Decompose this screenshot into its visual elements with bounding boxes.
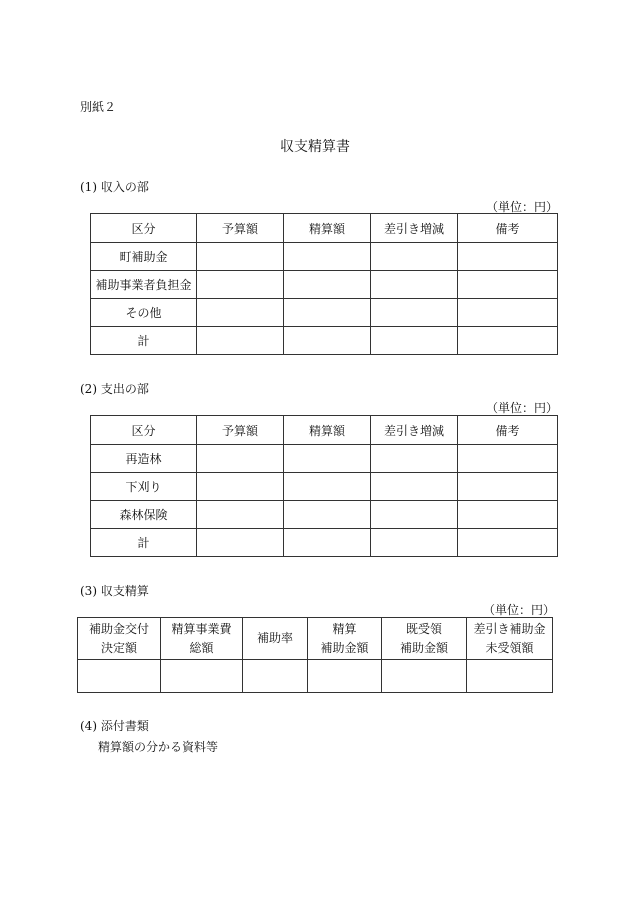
document-title: 収支精算書 (280, 139, 350, 155)
header-cell (78, 618, 161, 660)
empty-cell (467, 660, 553, 693)
header-cell: 差引き増減 (371, 416, 458, 445)
empty-cell (458, 445, 558, 473)
table-row (91, 473, 558, 501)
table-header-row (91, 416, 558, 445)
header-line: 精算 (332, 621, 357, 636)
income-table (90, 213, 558, 355)
empty-cell (458, 529, 558, 557)
header-line: 総額 (189, 640, 214, 655)
settlement-table (77, 617, 553, 693)
header-cell (382, 618, 467, 660)
expense-table (90, 415, 558, 557)
expense-unit-label: （単位：円） (486, 401, 559, 415)
header-line: 決定額 (100, 640, 137, 655)
empty-cell (161, 660, 243, 693)
header-cell: 精算額 (284, 214, 371, 243)
empty-cell (371, 327, 458, 355)
table-row (91, 501, 558, 529)
header-line: 補助率 (256, 631, 293, 645)
settlement-unit-label: （単位：円） (483, 603, 556, 617)
header-cell: 予算額 (197, 214, 284, 243)
table-row (91, 243, 558, 271)
header-line: 既受領 (405, 621, 442, 636)
empty-cell (243, 660, 308, 693)
settlement-heading: (3) 収支精算 (80, 584, 149, 598)
row-label: その他 (91, 299, 197, 327)
header-cell (467, 618, 553, 660)
row-label: 再造林 (91, 445, 197, 473)
table-header-row (91, 214, 558, 243)
empty-cell (371, 529, 458, 557)
empty-cell (197, 501, 284, 529)
header-cell: 精算額 (284, 416, 371, 445)
empty-cell (458, 501, 558, 529)
row-label: 計 (91, 327, 197, 355)
empty-cell (197, 243, 284, 271)
empty-cell (371, 271, 458, 299)
empty-cell (78, 660, 161, 693)
table-row (91, 271, 558, 299)
table-row (78, 660, 553, 693)
empty-cell (458, 327, 558, 355)
empty-cell (284, 445, 371, 473)
header-cell (308, 618, 382, 660)
empty-cell (197, 271, 284, 299)
empty-cell (371, 473, 458, 501)
header-cell: 予算額 (197, 416, 284, 445)
header-cell: 区分 (91, 416, 197, 445)
empty-cell (284, 243, 371, 271)
header-cell: 備考 (458, 214, 558, 243)
empty-cell (197, 327, 284, 355)
empty-cell (284, 299, 371, 327)
header-line: 差引き補助金 (473, 621, 546, 636)
empty-cell (197, 529, 284, 557)
table-row (91, 529, 558, 557)
empty-cell (371, 243, 458, 271)
table-row (91, 327, 558, 355)
empty-cell (371, 299, 458, 327)
empty-cell (458, 299, 558, 327)
header-cell: 区分 (91, 214, 197, 243)
empty-cell (284, 327, 371, 355)
empty-cell (458, 271, 558, 299)
empty-cell (371, 445, 458, 473)
empty-cell (382, 660, 467, 693)
row-label: 補助事業者負担金 (91, 271, 197, 299)
empty-cell (371, 501, 458, 529)
header-cell (161, 618, 243, 660)
empty-cell (284, 529, 371, 557)
empty-cell (308, 660, 382, 693)
table-row (91, 299, 558, 327)
header-line: 未受領額 (485, 640, 534, 655)
empty-cell (284, 271, 371, 299)
table-row (91, 445, 558, 473)
header-line: 精算事業費 (171, 621, 232, 636)
header-line: 補助金額 (320, 640, 369, 655)
expense-heading: (2) 支出の部 (80, 382, 149, 396)
table-header-row (78, 618, 553, 660)
attachments-heading: (4) 添付書類 (80, 719, 149, 733)
empty-cell (458, 243, 558, 271)
header-line: 補助金額 (399, 640, 448, 655)
header-cell: 差引き増減 (371, 214, 458, 243)
attachment-label: 別紙２ (80, 100, 117, 114)
empty-cell (197, 473, 284, 501)
income-heading: (1) 収入の部 (80, 180, 149, 194)
attachments-item: 精算額の分かる資料等 (98, 740, 219, 754)
empty-cell (458, 473, 558, 501)
row-label: 町補助金 (91, 243, 197, 271)
empty-cell (284, 473, 371, 501)
income-unit-label: （単位：円） (486, 200, 559, 214)
row-label: 森林保険 (91, 501, 197, 529)
row-label: 計 (91, 529, 197, 557)
empty-cell (197, 299, 284, 327)
header-cell (243, 618, 308, 660)
empty-cell (197, 445, 284, 473)
header-cell: 備考 (458, 416, 558, 445)
header-line: 補助金交付 (88, 621, 149, 636)
row-label: 下刈り (91, 473, 197, 501)
empty-cell (284, 501, 371, 529)
